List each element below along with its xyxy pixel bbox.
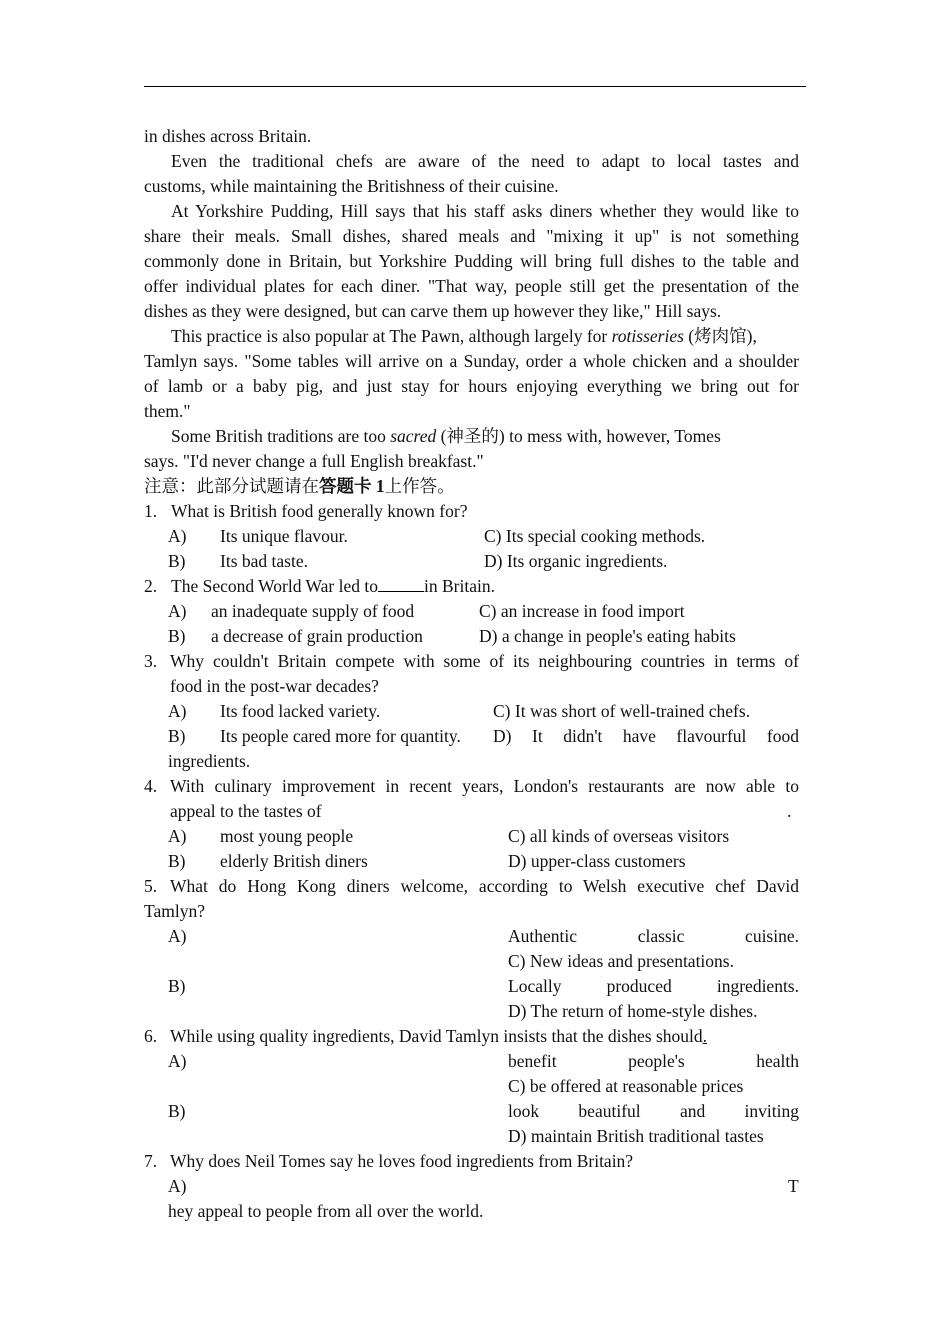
question-end-period: . bbox=[787, 801, 792, 821]
question-3-cont bbox=[144, 674, 799, 699]
option-b-text[interactable]: Its people cared more for quantity. bbox=[220, 726, 461, 746]
question-5-option-a bbox=[144, 924, 799, 949]
option-d[interactable] bbox=[493, 724, 799, 749]
passage-italic: sacred bbox=[390, 426, 437, 446]
option-a-text[interactable] bbox=[508, 924, 799, 949]
passage-line: At Yorkshire Pudding, Hill says that his staff asks diners whether they would like to bbox=[171, 201, 799, 221]
notice-prefix: 注意：此部分试题请在 bbox=[144, 476, 319, 496]
passage-text: (烤肉馆), bbox=[683, 326, 757, 346]
option-a-text[interactable]: an inadequate supply of food bbox=[211, 601, 415, 621]
option-b-label[interactable]: B) bbox=[168, 626, 186, 646]
question-number: 4. bbox=[144, 776, 158, 796]
question-end-blank: . bbox=[702, 1026, 708, 1046]
option-c[interactable]: C) Its special cooking methods. bbox=[484, 526, 706, 546]
question-4-options-row2 bbox=[144, 849, 799, 874]
option-d[interactable]: D) The return of home-style dishes. bbox=[508, 1001, 758, 1021]
passage-line: Even the traditional chefs are aware of the need to adapt to local tastes and bbox=[171, 151, 799, 171]
option-a-text-inner[interactable]: benefit people's health bbox=[508, 1051, 799, 1071]
question-3-options-row1 bbox=[144, 699, 799, 724]
question-text-b: in Britain. bbox=[423, 576, 495, 596]
question-1 bbox=[144, 499, 799, 524]
passage-line: customs, while maintaining the Britishness of their cuisine. bbox=[144, 176, 559, 196]
option-c[interactable]: C) all kinds of overseas visitors bbox=[508, 826, 730, 846]
option-d[interactable]: D) Its organic ingredients. bbox=[484, 551, 668, 571]
question-number: 6. bbox=[144, 1026, 158, 1046]
passage-line: offer individual plates for each diner. "That way, people still get the presentation of the bbox=[144, 276, 799, 296]
notice-bold: 答题卡 1 bbox=[319, 476, 385, 496]
question-6-option-b bbox=[144, 1099, 799, 1124]
option-a-label[interactable]: A) bbox=[168, 701, 187, 721]
answer-sheet-notice bbox=[144, 474, 799, 499]
option-b-text-inner[interactable]: look beautiful and inviting bbox=[508, 1101, 799, 1121]
question-number: 3. bbox=[144, 651, 158, 671]
option-a-text[interactable]: Its unique flavour. bbox=[220, 526, 348, 546]
question-text bbox=[170, 874, 799, 899]
question-text bbox=[170, 774, 799, 799]
question-5-option-b bbox=[144, 974, 799, 999]
question-7-option-a bbox=[144, 1174, 799, 1199]
option-b-text[interactable] bbox=[508, 974, 799, 999]
question-number: 1. bbox=[144, 501, 158, 521]
question-4-options-row1 bbox=[144, 824, 799, 849]
question-number: 2. bbox=[144, 576, 158, 596]
option-a-label[interactable]: A) bbox=[168, 601, 187, 621]
passage-line bbox=[144, 324, 799, 349]
option-d-line1[interactable]: D) It didn't have flavourful food bbox=[493, 726, 799, 746]
question-6-option-d bbox=[144, 1124, 799, 1149]
option-d[interactable]: D) maintain British traditional tastes bbox=[508, 1126, 764, 1146]
question-5-option-d bbox=[144, 999, 799, 1024]
question-text bbox=[170, 1024, 707, 1049]
passage-line: share their meals. Small dishes, shared meals and "mixing it up" is not something bbox=[144, 226, 799, 246]
question-2 bbox=[144, 574, 799, 599]
answer-blank bbox=[378, 575, 424, 592]
passage-line: of lamb or a baby pig, and just stay for hours enjoying everything we bring out for bbox=[144, 376, 799, 396]
document-body bbox=[144, 124, 799, 1224]
question-4-cont bbox=[144, 799, 799, 824]
option-b-text[interactable] bbox=[508, 1099, 799, 1124]
passage-text: Some British traditions are too bbox=[171, 426, 391, 446]
option-a-label[interactable]: A) bbox=[168, 526, 187, 546]
option-c[interactable]: C) New ideas and presentations. bbox=[508, 951, 734, 971]
question-2-options-row1 bbox=[144, 599, 799, 624]
option-b-text[interactable]: Its bad taste. bbox=[220, 551, 308, 571]
question-5 bbox=[144, 874, 799, 899]
option-b-label[interactable]: B) bbox=[168, 976, 186, 996]
passage-line: them." bbox=[144, 401, 191, 421]
option-a-text-inner[interactable]: Authentic classic cuisine. bbox=[508, 926, 799, 946]
option-b-text[interactable]: a decrease of grain production bbox=[211, 626, 423, 646]
passage-text: This practice is also popular at The Pawn, although largely for bbox=[171, 326, 612, 346]
option-b-label[interactable]: B) bbox=[168, 551, 186, 571]
option-a-text[interactable]: Its food lacked variety. bbox=[220, 701, 381, 721]
question-number: 7. bbox=[144, 1151, 158, 1171]
passage-line: Tamlyn says. "Some tables will arrive on a Sunday, order a whole chicken and a shoulder bbox=[144, 351, 799, 371]
question-text-line2: food in the post-war decades? bbox=[170, 676, 379, 696]
option-c[interactable]: C) It was short of well-trained chefs. bbox=[493, 701, 751, 721]
header-rule bbox=[144, 86, 806, 87]
question-3-options-row3 bbox=[144, 749, 799, 774]
option-a-label[interactable]: A) bbox=[168, 1051, 187, 1071]
question-text-line1: With culinary improvement in recent years, London's restaurants are now able to bbox=[170, 776, 799, 796]
option-b-text-inner[interactable]: Locally produced ingredients. bbox=[508, 976, 799, 996]
passage-line: dishes as they were designed, but can carve them up however they like," Hill says. bbox=[144, 301, 722, 321]
question-text-line2: appeal to the tastes of bbox=[170, 801, 322, 821]
passage-line: in dishes across Britain. bbox=[144, 126, 312, 146]
question-2-options-row2 bbox=[144, 624, 799, 649]
question-text-line2: Tamlyn? bbox=[144, 901, 205, 921]
option-c[interactable]: C) an increase in food import bbox=[479, 601, 685, 621]
question-text-main: While using quality ingredients, David Tamlyn insists that the dishes should bbox=[170, 1026, 703, 1046]
option-a-label[interactable]: A) bbox=[168, 926, 187, 946]
question-6 bbox=[144, 1024, 799, 1049]
notice-suffix: 上作答。 bbox=[384, 476, 455, 496]
option-d[interactable]: D) a change in people's eating habits bbox=[479, 626, 736, 646]
option-d[interactable]: D) upper-class customers bbox=[508, 851, 686, 871]
passage-italic: rotisseries bbox=[611, 326, 684, 346]
option-b-label[interactable]: B) bbox=[168, 851, 186, 871]
option-d-line2[interactable]: ingredients. bbox=[168, 751, 251, 771]
question-text-a: The Second World War led to bbox=[171, 576, 378, 596]
question-number: 5. bbox=[144, 876, 158, 896]
question-7 bbox=[144, 1149, 799, 1174]
question-text bbox=[171, 574, 495, 599]
question-text: What is British food generally known for? bbox=[171, 501, 468, 521]
question-text-line1: What do Hong Kong diners welcome, according to Welsh executive chef David bbox=[170, 876, 799, 896]
option-b-label[interactable]: B) bbox=[168, 726, 186, 746]
question-5-cont bbox=[144, 899, 799, 924]
question-text bbox=[170, 649, 799, 674]
question-1-options-row1 bbox=[144, 524, 799, 549]
question-7-option-a-cont bbox=[144, 1199, 799, 1224]
option-c[interactable]: C) be offered at reasonable prices bbox=[508, 1076, 744, 1096]
question-text: Why does Neil Tomes say he loves food ingredients from Britain? bbox=[170, 1151, 634, 1171]
passage-line: says. "I'd never change a full English breakfast." bbox=[144, 451, 484, 471]
option-a-text[interactable]: most young people bbox=[220, 826, 354, 846]
question-text-line1: Why couldn't Britain compete with some of its neighbouring countries in terms of bbox=[170, 651, 799, 671]
question-5-option-c bbox=[144, 949, 799, 974]
option-a-label[interactable]: A) bbox=[168, 826, 187, 846]
question-1-options-row2 bbox=[144, 549, 799, 574]
option-a-text-rest[interactable]: hey appeal to people from all over the world. bbox=[168, 1201, 484, 1221]
option-b-text[interactable]: elderly British diners bbox=[220, 851, 368, 871]
option-a-text-first[interactable]: T bbox=[788, 1176, 799, 1196]
question-6-option-a bbox=[144, 1049, 799, 1074]
question-3 bbox=[144, 649, 799, 674]
question-6-option-c bbox=[144, 1074, 799, 1099]
question-4 bbox=[144, 774, 799, 799]
question-3-options-row2 bbox=[144, 724, 799, 749]
passage-line bbox=[144, 424, 799, 449]
passage-line: commonly done in Britain, but Yorkshire Pudding will bring full dishes to the table and bbox=[144, 251, 799, 271]
passage-text: (神圣的) to mess with, however, Tomes bbox=[436, 426, 721, 446]
option-b-label[interactable]: B) bbox=[168, 1101, 186, 1121]
option-a-text[interactable] bbox=[508, 1049, 799, 1074]
option-a-label[interactable]: A) bbox=[168, 1176, 187, 1196]
